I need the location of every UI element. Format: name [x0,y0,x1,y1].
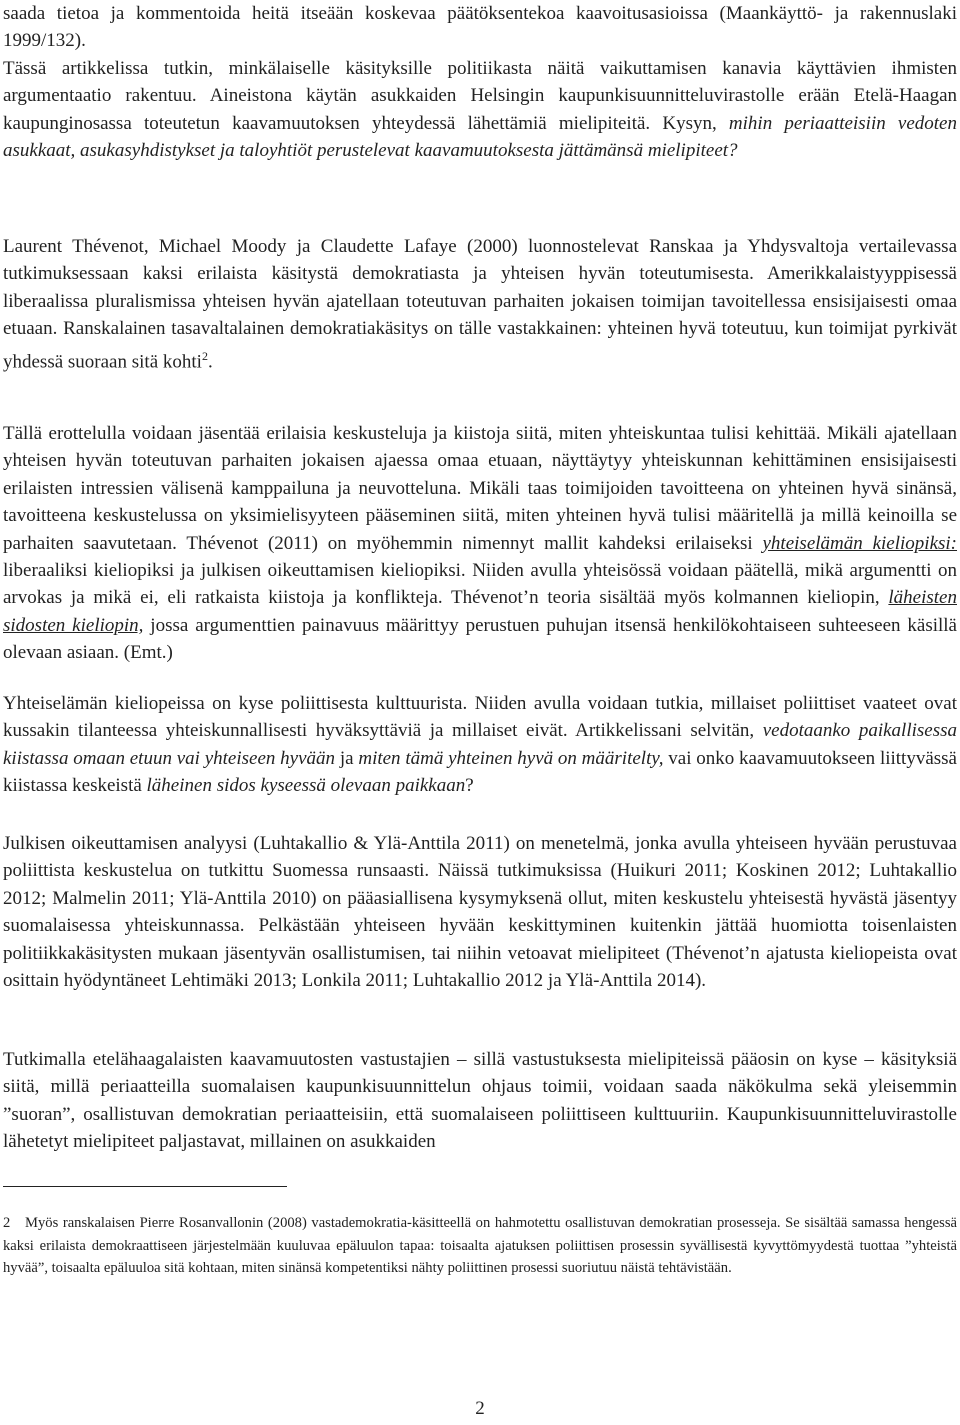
paragraph-end: . [207,350,213,372]
paragraph-text: jossa argumenttien painavuus määrittyy perustuen puhujan itsensä henkilökohtaiseen suhteeseen käsillä olevaan asiaan. (Emt.) [3,614,957,664]
term-grammars-of-commonality: yhteiselämän kieliopiksi: [762,532,958,554]
paragraph-text: Tutkimalla etelähaagalaisten kaavamuutosten vastustajien – sillä vastustuksesta mielipiteissä pääosin on kyse – käsityksiä siitä, millä periaatteilla suomalaisen kaupunkisuunnittelun ohjaus toimii, voidaan saada näkökulma sekä yleisemmin ”suoran”, osallistuvan demokratian periaatteisiin, että suomalaiseen poliittiseen kulttuuriin. Kaupunkisuunnitteluvirastolle lähetetyt mielipiteet paljastavat, millainen on asukkaiden [3,1049,957,1153]
italic-question-1: vedotaanko paikallisessa kiistassa omaan etuun vai yhteiseen hyvään [3,720,958,769]
footnote-divider [3,1186,287,1187]
footnote-reference[interactable]: 2 [201,348,208,363]
paragraph-text: ja [335,747,359,769]
paragraph-text: Julkisen oikeuttamisen analyysi (Luhtakallio & Ylä-Anttila 2011) on menetelmä, jonka avulla yhteiseen hyvään perustuvaa poliittista keskustelua on tutkittu Suomessa runsaasti. Näissä tutkimuksissa (Huikuri 2011; Koskinen 2012; Luhtakallio 2012; Malmelin 2011; Ylä-Anttila 2010) on pääasiallisena kysymyksenä ollut, miten keskustelu yhteisestä hyvästä jäsentyy suomalaisessa yhteiskunnassa. Pelkästään yhteiseen hyvään keskittyminen kuitenkin jättää huomiotta toisenlaisten politiikkakäsitysten mukaan jäsentyvän osallistumisen, tai niihin vetoavat mielipiteet (Thévenot’n ajatusta kieliopeista ovat osittain hyödyntäneet Lehtimäki 2013; Lonkila 2011; Luhtakallio 2012 ja Ylä-Anttila 2014). [3,833,957,992]
paragraph-text: Yhteiselämän kieliopeissa on kyse poliittisesta kulttuurista. Niiden avulla voidaan tutkia, millaiset poliittiset vaateet ovat kussakin tilanteessa yhteiskunnallisesti hyväksyttäviä ja millaiset eivät. Artikkelissani selvitän, [3,693,957,742]
research-question-italic: mihin periaatteisiin vedoten asukkaat, asukasyhdistykset ja taloyhtiöt perustelevat kaavamuutoksesta jättämänsä mielipiteet? [3,112,957,162]
paragraph-research-question [3,55,957,165]
paragraph-opponents [3,1046,957,1156]
continuation-text: saada tietoa ja kommentoida heitä itseään koskevaa päätöksentekoa kaavoitusasioissa (Maankäyttö- ja rakennuslaki 1999/132). [3,3,957,52]
page-number: 2 [475,1398,485,1419]
footnote-number: 2 [3,1215,11,1231]
paragraph-democracy-conceptions [3,233,957,375]
paragraph-political-culture [3,690,957,800]
paragraph-end: ? [465,775,474,797]
paragraph-text: Tällä erottelulla voidaan jäsentää erilaisia keskusteluja ja kiistoja siitä, miten yhteiskuntaa tulisi kehittää. Mikäli ajatellaan yhteisen hyvän toteutuvan parhaiten jokaisen ajaessa omaa etuaan, näyttäytyy yhteiskunnan kehittäminen ensisijaisesti erilaisten intressien välisenä kamppailuna ja neuvotteluna. Mikäli taas toimijoiden tavoitteena on yhteinen hyvä sinänsä, tavoitteena keskustelussa on yksimielisyyteen pääseminen siitä, miten yhteinen hyvä tulisi määritellä ja millä keinoilla se parhaiten saavutetaan. Thévenot (2011) on myöhemmin nimennyt mallit kahdeksi erilaiseksi [3,423,957,554]
paragraph-text: vai onko kaavamuutokseen liittyvässä kiistassa keskeistä [3,747,957,797]
footnote [3,1212,957,1280]
italic-question-2: miten tämä yhteinen hyvä on määritelty, [358,747,664,769]
paragraph-grammars [3,420,957,667]
paragraph-text: liberaaliksi kieliopiksi ja julkisen oikeuttamisen kieliopiksi. Niiden avulla yhteisössä voidaan päätellä, mikä argumentti on arvokas ja mikä ei, eli ratkaista kiistoja ja konflikteja. Thévenot’n teoria sisältää myös kolmannen kieliopin, [3,560,957,609]
footnote-text: Myös ranskalaisen Pierre Rosanvallonin (2008) vastademokratia-käsitteellä on hahmotettu osallistuvan demokratian prosesseja. Se sisältää samassa hengessä kaksi erilaista demokraattiseen järjestelmään kuuluvaa epäluulon tapaa: toisaalta ajatuksen poliittisen prosessin syvällisestä kyvyttömyydestä tuottaa ”yhteistä hyvää”, toisaalta epäluuloa sitä kohtaan, miten sinänsä kompetentiksi nähty poliittinen prosessi suoriutuu näistä tehtävistään. [3,1215,957,1277]
paragraph-text: Laurent Thévenot, Michael Moody ja Claudette Lafaye (2000) luonnostelevat Ranskaa ja Yhdysvaltoja vertailevassa tutkimuksessaan kaksi erilaista käsitystä demokratiasta ja yhteisen hyvän toteutumisesta. Amerikkalaistyyppisessä liberaalissa pluralismissa yhteisen hyvän ajatellaan toteutuvan parhaiten jokaisen toimijan tavoitellessa ensisijaisesti omaa etuaan. Ranskalainen tasavaltalainen demokratiakäsitys on tälle vastakkainen: yhteinen hyvä toteutuu, kun toimijat pyrkivät yhdessä suoraan sitä kohti [3,236,957,372]
paragraph-text: Tässä artikkelissa tutkin, minkälaiselle käsityksille politiikasta näitä vaikuttamisen kanavia käyttävien ihmisten argumentaatio rakentuu. Aineistona käytän asukkaiden Helsingin kaupunkisuunnitteluvirastolle erään Etelä-Haagan kaupunginosassa toteutetun kaavamuutoksen yhteydessä lähettämiä mielipiteitä. Kysyn, [3,58,957,134]
continuation-paragraph [3,0,957,55]
term-grammar-of-close-ties: läheisten sidosten kieliopin, [3,587,957,636]
italic-question-3: läheinen sidos kyseessä olevaan paikkaan [146,775,466,797]
paragraph-public-justification [3,830,957,994]
